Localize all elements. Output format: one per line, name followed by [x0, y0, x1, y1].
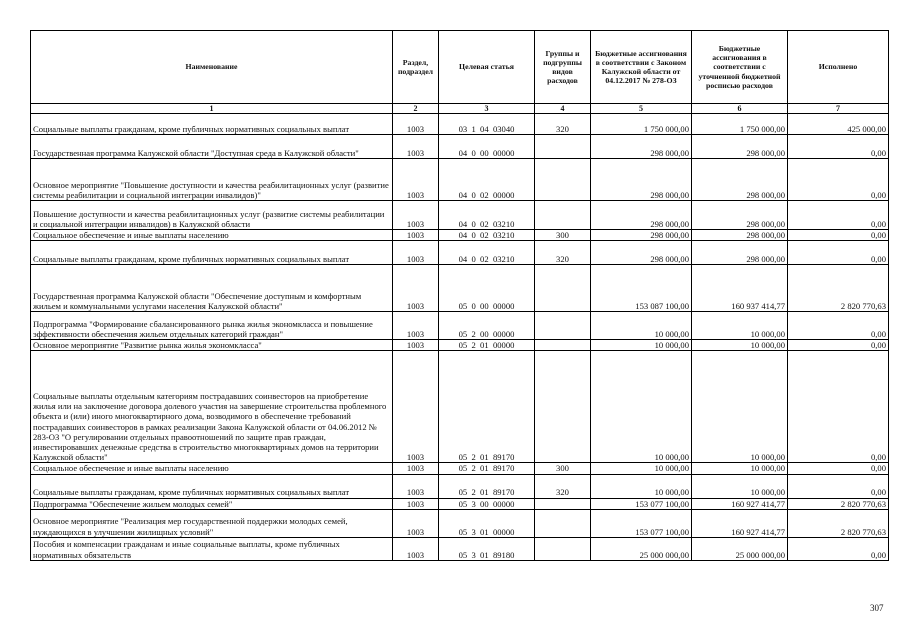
table-row: [31, 265, 889, 312]
row-law-allocation: 153 077 100,00: [591, 509, 692, 537]
row-executed: 0,00: [788, 201, 889, 230]
row-name: Основное мероприятие "Реализация мер государственной поддержки молодых семей, нуждающихся в улучшении жилищных условий": [31, 509, 393, 537]
row-section: 1003: [393, 241, 439, 265]
row-section: 1003: [393, 201, 439, 230]
table-row: [31, 537, 889, 560]
row-law-allocation: 298 000,00: [591, 241, 692, 265]
row-section: 1003: [393, 114, 439, 135]
row-target-item: 05 0 00 00000: [439, 265, 535, 312]
header-target-item: Целевая статья: [439, 31, 535, 104]
row-law-allocation: 25 000 000,00: [591, 537, 692, 560]
row-law-allocation: 1 750 000,00: [591, 114, 692, 135]
table-row: [31, 114, 889, 135]
table-row: [31, 241, 889, 265]
row-name: Повышение доступности и качества реабилитационных услуг (развитие системы реабилитации и социальной интеграции инвалидов) в Калужской области: [31, 201, 393, 230]
row-section: 1003: [393, 135, 439, 159]
row-target-item: 04 0 02 03210: [439, 241, 535, 265]
row-refined-allocation: 10 000,00: [692, 463, 788, 474]
row-law-allocation: 10 000,00: [591, 474, 692, 498]
header-executed: Исполнено: [788, 31, 889, 104]
header-law-allocation: Бюджетные ассигнования в соответствии с Законом Калужской области от 04.12.2017 № 278-ОЗ: [591, 31, 692, 104]
row-target-item: 05 2 01 89170: [439, 463, 535, 474]
row-refined-allocation: 10 000,00: [692, 312, 788, 340]
row-law-allocation: 298 000,00: [591, 201, 692, 230]
table-row: [31, 201, 889, 230]
row-expense-type: [535, 159, 591, 201]
row-law-allocation: 10 000,00: [591, 351, 692, 463]
row-refined-allocation: 1 750 000,00: [692, 114, 788, 135]
row-refined-allocation: 298 000,00: [692, 230, 788, 241]
row-refined-allocation: 298 000,00: [692, 135, 788, 159]
row-target-item: 04 0 02 03210: [439, 201, 535, 230]
row-name: Основное мероприятие "Повышение доступности и качества реабилитационных услуг (развитие системы реабилитации и социальной интеграции инвалидов)": [31, 159, 393, 201]
row-target-item: 03 1 04 03040: [439, 114, 535, 135]
row-expense-type: 320: [535, 241, 591, 265]
row-expense-type: 320: [535, 114, 591, 135]
row-target-item: 05 2 01 00000: [439, 340, 535, 351]
row-refined-allocation: 10 000,00: [692, 351, 788, 463]
column-number: 2: [393, 104, 439, 114]
row-section: 1003: [393, 537, 439, 560]
row-name: Социальные выплаты гражданам, кроме публичных нормативных социальных выплат: [31, 241, 393, 265]
table-row: [31, 463, 889, 474]
table-row: [31, 509, 889, 537]
table-row: [31, 498, 889, 509]
row-executed: 0,00: [788, 537, 889, 560]
table-row: [31, 312, 889, 340]
row-refined-allocation: 160 927 414,77: [692, 509, 788, 537]
row-section: 1003: [393, 498, 439, 509]
row-name: Государственная программа Калужской области "Обеспечение доступным и комфортным жильем и коммунальными услугами населения Калужской области": [31, 265, 393, 312]
row-target-item: 05 3 01 89180: [439, 537, 535, 560]
row-name: Подпрограмма "Обеспечение жильем молодых семей": [31, 498, 393, 509]
column-number: 3: [439, 104, 535, 114]
row-target-item: 04 0 00 00000: [439, 135, 535, 159]
row-target-item: 05 2 01 89170: [439, 351, 535, 463]
row-law-allocation: 298 000,00: [591, 159, 692, 201]
row-executed: 2 820 770,63: [788, 498, 889, 509]
row-executed: 0,00: [788, 135, 889, 159]
row-target-item: 04 0 02 00000: [439, 159, 535, 201]
row-refined-allocation: 160 927 414,77: [692, 498, 788, 509]
row-executed: 425 000,00: [788, 114, 889, 135]
row-name: Пособия и компенсации гражданам и иные социальные выплаты, кроме публичных нормативных обязательств: [31, 537, 393, 560]
row-law-allocation: 10 000,00: [591, 463, 692, 474]
row-target-item: 05 2 00 00000: [439, 312, 535, 340]
row-law-allocation: 298 000,00: [591, 135, 692, 159]
column-number-row: [31, 104, 889, 114]
column-number: 7: [788, 104, 889, 114]
header-refined-allocation: Бюджетные ассигнования в соответствии с уточненной бюджетной росписью расходов: [692, 31, 788, 104]
header-section: Раздел, подраздел: [393, 31, 439, 104]
row-executed: 0,00: [788, 463, 889, 474]
row-executed: 0,00: [788, 312, 889, 340]
row-refined-allocation: 160 937 414,77: [692, 265, 788, 312]
row-section: 1003: [393, 230, 439, 241]
row-section: 1003: [393, 340, 439, 351]
row-refined-allocation: 298 000,00: [692, 159, 788, 201]
row-expense-type: [535, 201, 591, 230]
row-target-item: 04 0 02 03210: [439, 230, 535, 241]
row-section: 1003: [393, 312, 439, 340]
row-executed: 0,00: [788, 230, 889, 241]
row-target-item: 05 2 01 89170: [439, 474, 535, 498]
row-name: Социальное обеспечение и иные выплаты населению: [31, 230, 393, 241]
row-expense-type: [535, 509, 591, 537]
column-number: 5: [591, 104, 692, 114]
row-law-allocation: 10 000,00: [591, 312, 692, 340]
row-expense-type: 300: [535, 463, 591, 474]
row-expense-type: [535, 537, 591, 560]
row-expense-type: [535, 340, 591, 351]
row-expense-type: [535, 351, 591, 463]
row-target-item: 05 3 00 00000: [439, 498, 535, 509]
column-number: 4: [535, 104, 591, 114]
row-refined-allocation: 298 000,00: [692, 241, 788, 265]
row-section: 1003: [393, 265, 439, 312]
row-expense-type: 300: [535, 230, 591, 241]
row-name: Подпрограмма "Формирование сбалансированного рынка жилья экономкласса и повышение эффективности обеспечения жильем отдельных категорий граждан": [31, 312, 393, 340]
row-name: Основное мероприятие "Развитие рынка жилья экономкласса": [31, 340, 393, 351]
header-row: [31, 31, 889, 104]
row-executed: 0,00: [788, 159, 889, 201]
row-expense-type: [535, 312, 591, 340]
column-number: 1: [31, 104, 393, 114]
row-expense-type: [535, 135, 591, 159]
row-section: 1003: [393, 474, 439, 498]
row-name: Социальные выплаты гражданам, кроме публичных нормативных социальных выплат: [31, 474, 393, 498]
row-law-allocation: 153 077 100,00: [591, 498, 692, 509]
row-executed: 0,00: [788, 474, 889, 498]
row-expense-type: [535, 265, 591, 312]
header-name: Наименование: [31, 31, 393, 104]
row-name: Социальные выплаты гражданам, кроме публичных нормативных социальных выплат: [31, 114, 393, 135]
row-target-item: 05 3 01 00000: [439, 509, 535, 537]
row-name: Социальные выплаты отдельным категориям пострадавших соинвесторов на приобретение жилья или на заключение договора долевого участия на завершение строительства проблемного объекта и (или) иного многоквартирного дома, возводимого в обеспечение требований пострадавших соинвесторов в рамках реализации Закона Калужской области от 04.06.2012 № 283-ОЗ "О регулировании отдельных правоотношений по защите прав граждан, инвестировавших денежные средства в строительство многоквартирных домов на территории Калужской области": [31, 351, 393, 463]
row-section: 1003: [393, 351, 439, 463]
table-row: [31, 340, 889, 351]
row-executed: 2 820 770,63: [788, 509, 889, 537]
table-body: [31, 114, 889, 561]
table-row: [31, 159, 889, 201]
row-section: 1003: [393, 159, 439, 201]
table-row: [31, 474, 889, 498]
header-expense-type: Группы и подгруппы видов расходов: [535, 31, 591, 104]
table-row: [31, 351, 889, 463]
row-section: 1003: [393, 509, 439, 537]
row-executed: 2 820 770,63: [788, 265, 889, 312]
row-name: Социальное обеспечение и иные выплаты населению: [31, 463, 393, 474]
row-refined-allocation: 10 000,00: [692, 474, 788, 498]
row-law-allocation: 298 000,00: [591, 230, 692, 241]
row-law-allocation: 153 087 100,00: [591, 265, 692, 312]
row-section: 1003: [393, 463, 439, 474]
row-executed: 0,00: [788, 340, 889, 351]
row-executed: 0,00: [788, 241, 889, 265]
row-law-allocation: 10 000,00: [591, 340, 692, 351]
table-row: [31, 230, 889, 241]
budget-execution-table: [30, 30, 889, 561]
row-refined-allocation: 25 000 000,00: [692, 537, 788, 560]
row-name: Государственная программа Калужской области "Доступная среда в Калужской области": [31, 135, 393, 159]
row-executed: 0,00: [788, 351, 889, 463]
page-number: 307: [870, 603, 884, 613]
row-refined-allocation: 10 000,00: [692, 340, 788, 351]
row-expense-type: 320: [535, 474, 591, 498]
table-row: [31, 135, 889, 159]
row-expense-type: [535, 498, 591, 509]
row-refined-allocation: 298 000,00: [692, 201, 788, 230]
column-number: 6: [692, 104, 788, 114]
